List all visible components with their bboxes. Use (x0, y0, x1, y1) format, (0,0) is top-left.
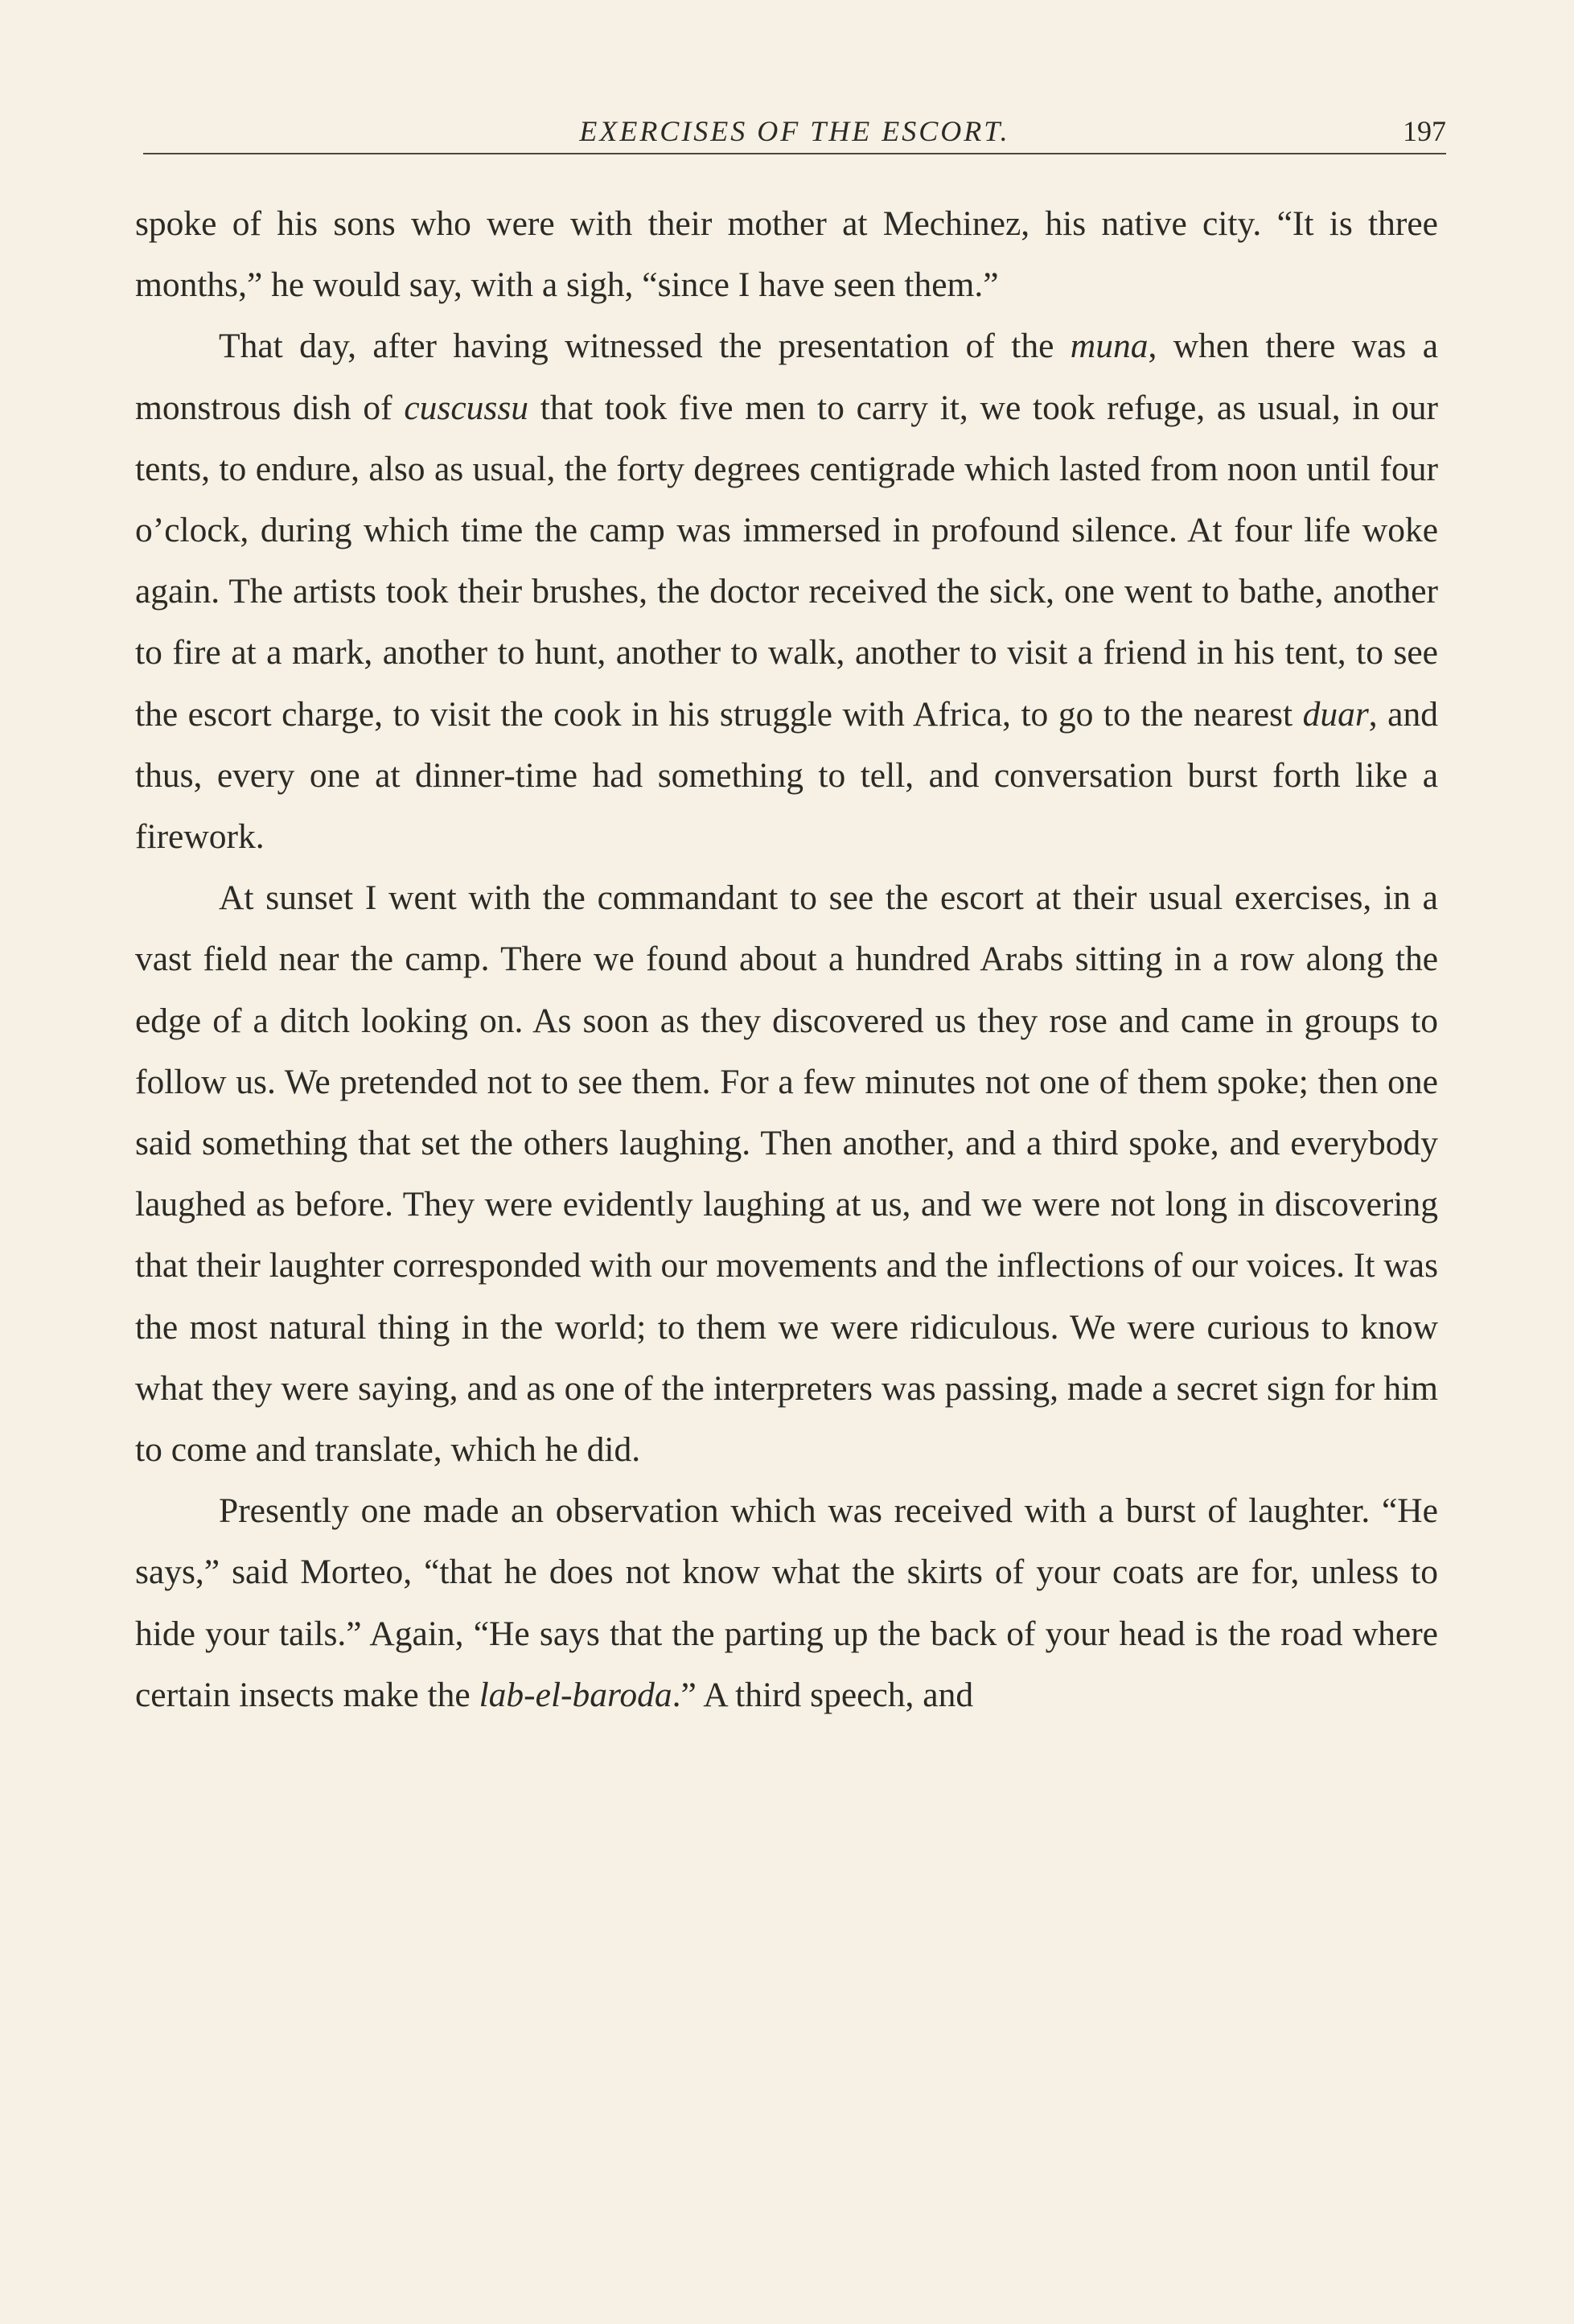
text-segment: that took five men to carry it, we took refuge, as usual, in our tents, to endure, also as usual, the forty degrees centigrade which lasted from noon until four o’clock, during which time the camp was immersed in profound silence. At four life woke again. The artists took their brushes, the doctor received the sick, one went to bathe, another to fire at a mark, another to hunt, another to walk, another to visit a friend in his tent, to see the escort charge, to visit the cook in his struggle with Africa, to go to the nearest (135, 388, 1439, 734)
paragraph-arab-observations (135, 1480, 1438, 1726)
paragraph-afternoon-in-camp (135, 315, 1438, 867)
italic-term-lab-el-baroda: lab-el-baroda (479, 1675, 672, 1714)
paragraph-escort-exercises (135, 867, 1438, 1480)
text-segment: , when there was a monstrous dish of (135, 327, 1439, 427)
italic-term-muna: muna (1070, 327, 1149, 366)
running-header (143, 113, 1446, 154)
text-segment: Presently one made an observation which was received with a burst of laughter. “He says,” said Morteo, “that he does not know what the skirts of your coats are for, unless to hide your tails.” Again, “He says that the parting up the back of your head is the road where certain insects make the (135, 1491, 1438, 1714)
text-segment: .” A third speech, and (672, 1675, 974, 1714)
paragraph-continued (135, 193, 1438, 315)
body-text (135, 193, 1438, 1726)
page-number: 197 (1403, 115, 1446, 147)
text-segment: At sunset I went with the commandant to see the escort at their usual exercises, in a vast field near the camp. There we found about a hundred Arabs sitting in a row along the edge of a ditch looking on. As soon as they discovered us they rose and came in groups to follow us. We pretended not to see them. For a few minutes not one of them spoke; then one said something that set the others laughing. Then another, and a third spoke, and everybody laughed as before. They were evidently laughing at us, and we were not long in discovering that their laughter corresponded with our movements and the inflections of our voices. It was the most natural thing in the world; to them we were ridiculous. We were curious to know what they were saying, and as one of the interpreters was passing, made a secret sign for him to come and translate, which he did. (135, 878, 1438, 1470)
text-segment: , and thus, every one at dinner-time had something to tell, and conversation burst forth like a firework. (135, 694, 1438, 857)
text-segment: spoke of his sons who were with their mother at Mechinez, his native city. “It is three months,” he would say, with a sigh, “since I have seen them.” (135, 204, 1438, 305)
running-title: EXERCISES OF THE ESCORT. (579, 115, 1010, 147)
italic-term-cuscussu: cuscussu (404, 388, 529, 427)
text-segment: That day, after having witnessed the presentation of the (219, 327, 1071, 366)
italic-term-duar: duar (1302, 694, 1369, 734)
